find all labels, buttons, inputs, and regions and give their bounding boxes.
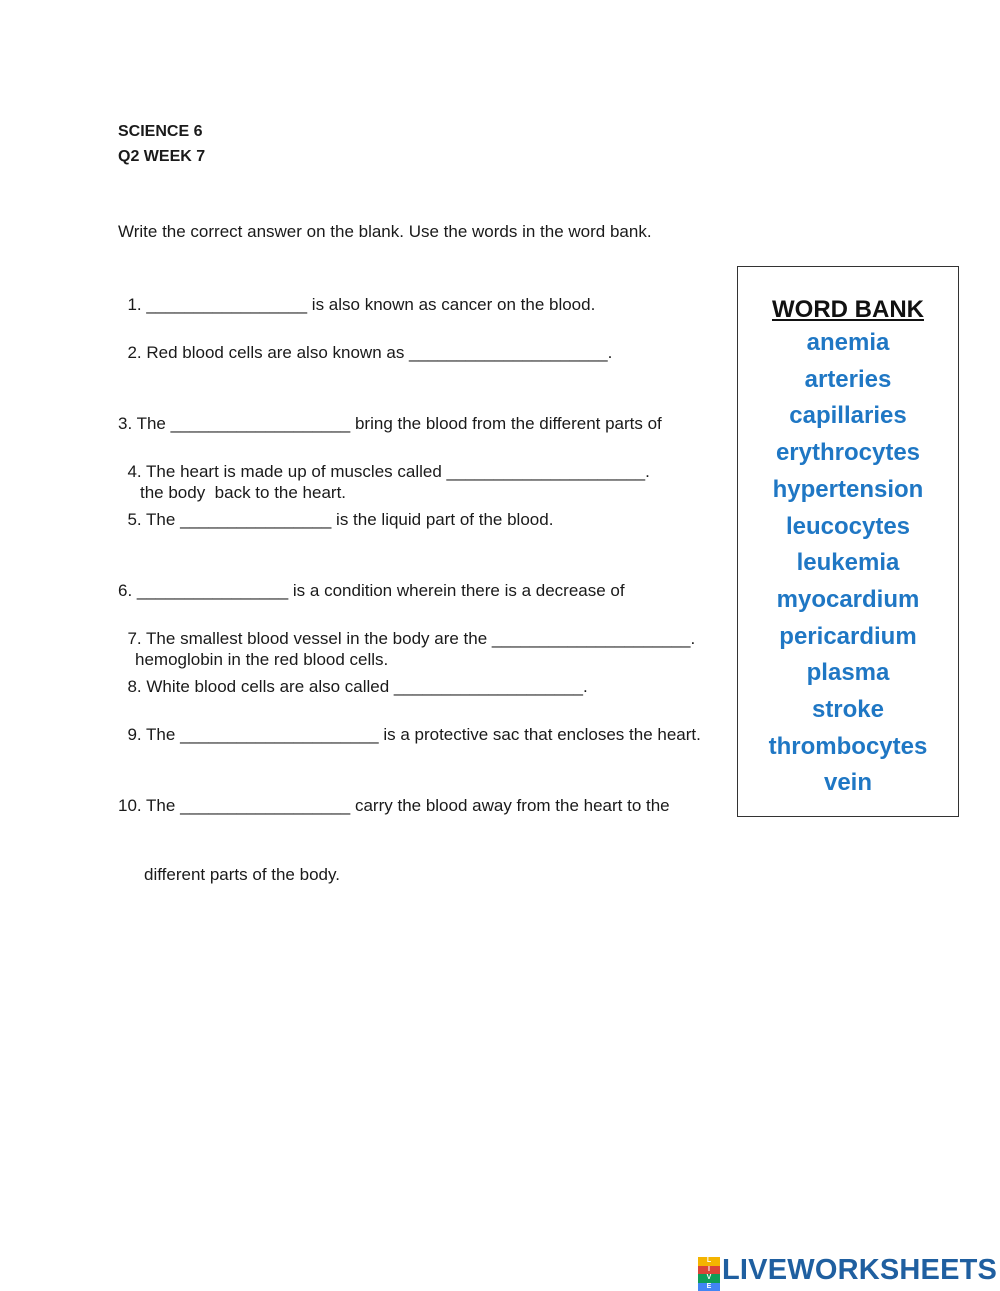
word-bank-item: anemia: [806, 329, 890, 356]
question-9[interactable]: [118, 700, 701, 746]
question-10[interactable]: [118, 748, 670, 909]
word-bank-item: arteries: [804, 365, 892, 393]
question-text: 5. The ________________ is the liquid part of the blood.: [127, 510, 554, 529]
liveworksheets-logo[interactable]: [698, 1253, 998, 1290]
logo-mark-letter: E: [698, 1283, 720, 1291]
logo-mark-icon: [698, 1257, 720, 1290]
logo-mark-letter: L: [698, 1257, 720, 1266]
question-continuation: different parts of the body.: [144, 865, 340, 884]
question-4[interactable]: [118, 437, 650, 483]
logo-mark-letter: V: [698, 1274, 720, 1283]
subject-title: SCIENCE 6: [118, 123, 203, 140]
logo-text: LIVEWORKSHEETS: [722, 1253, 998, 1286]
question-1[interactable]: [118, 270, 595, 316]
question-text: 9. The _____________________ is a protective sac that encloses the heart.: [127, 725, 701, 744]
question-text: 2. Red blood cells are also known as _____________________.: [127, 343, 613, 362]
question-text: 10. The __________________ carry the blood away from the heart to the: [118, 796, 670, 815]
question-7[interactable]: [118, 604, 695, 650]
logo-mark-letter: I: [698, 1266, 720, 1275]
word-bank-title: WORD BANK: [772, 296, 924, 323]
word-bank-item: stroke: [811, 696, 885, 724]
word-bank-item: erythrocytes: [775, 439, 921, 467]
instructions: Write the correct answer on the blank. Use the words in the word bank.: [118, 222, 652, 241]
word-bank-item: pericardium: [779, 622, 917, 650]
question-text: 7. The smallest blood vessel in the body are the _____________________.: [127, 629, 696, 648]
week-label: Q2 WEEK 7: [118, 148, 206, 165]
word-bank-item: leukemia: [796, 549, 900, 577]
word-bank-item: myocardium: [776, 585, 920, 613]
question-8[interactable]: [118, 652, 588, 698]
question-continuation: hemoglobin in the red blood cells.: [135, 650, 389, 669]
worksheet-header: [118, 119, 205, 169]
question-text: 1. _________________ is also known as cancer on the blood.: [127, 295, 596, 314]
question-2[interactable]: [118, 318, 612, 364]
word-bank-item: capillaries: [789, 402, 907, 430]
word-bank-item: hypertension: [772, 475, 924, 503]
word-bank: [737, 266, 959, 817]
question-continuation: the body back to the heart.: [140, 483, 347, 502]
question-text: 6. ________________ is a condition wherein there is a decrease of: [118, 581, 625, 600]
question-text: 3. The ___________________ bring the blood from the different parts of: [118, 414, 662, 433]
question-text: 4. The heart is made up of muscles called _____________________.: [127, 462, 650, 481]
word-bank-item: leucocytes: [785, 512, 911, 540]
word-bank-item: vein: [823, 769, 873, 797]
word-bank-item: plasma: [806, 659, 890, 687]
word-bank-item: thrombocytes: [768, 732, 928, 760]
question-5[interactable]: [118, 485, 553, 531]
question-text: 8. White blood cells are also called ____________________.: [127, 677, 588, 696]
